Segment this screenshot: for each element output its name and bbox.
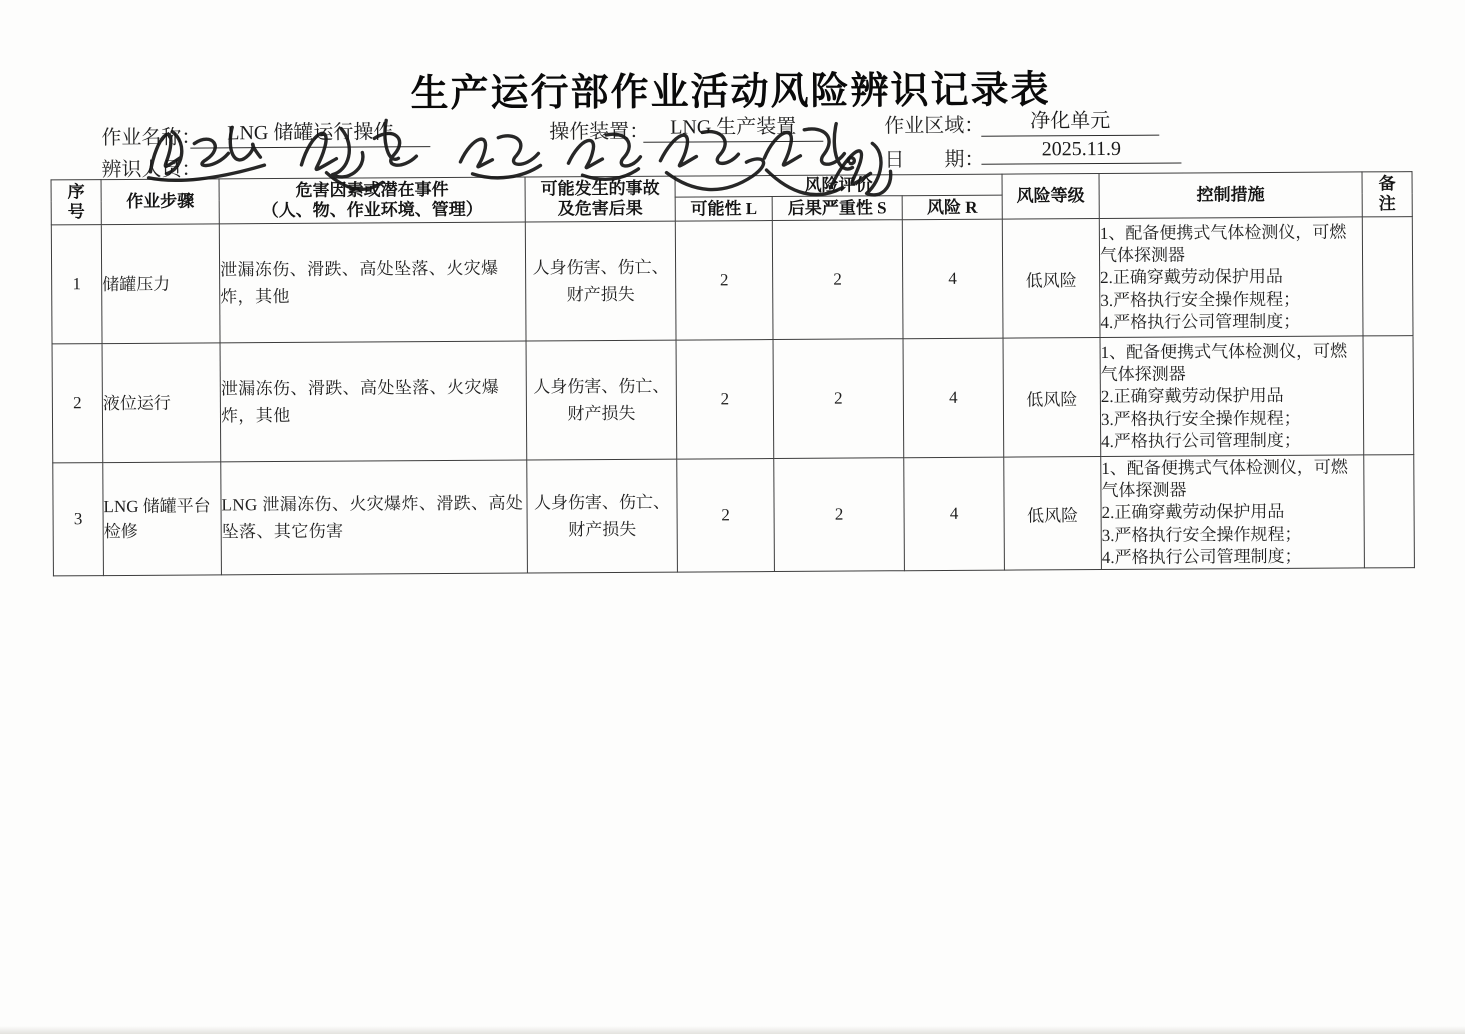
job-name-label: 作业名称：	[101, 126, 202, 150]
header-severity: 后果严重性 S	[772, 196, 902, 221]
area-value: 净化单元	[981, 104, 1159, 137]
measure-line: 4.严格执行公司管理制度；	[1101, 430, 1301, 451]
row-1-remark	[1362, 217, 1413, 336]
identifiers-label: 辨识人员：	[101, 158, 202, 182]
risk-identification-table	[51, 171, 1415, 577]
date-label: 日 期：	[884, 148, 985, 172]
header-step: 作业步骤	[101, 179, 219, 225]
row-2-hazard: 泄漏冻伤、滑跌、高处坠落、火灾爆炸，其他	[220, 341, 527, 462]
row-1-no: 1	[51, 225, 102, 344]
row-2-remark	[1363, 336, 1414, 455]
header-risk: 风险 R	[902, 195, 1002, 220]
row-1-hazard: 泄漏冻伤、滑跌、高处坠落、火灾爆炸，其他	[219, 222, 526, 343]
page-title: 生产运行部作业活动风险辨识记录表	[410, 67, 1051, 116]
date-value: 2025.11.9	[981, 138, 1181, 165]
area-label: 作业区域：	[884, 114, 985, 138]
row-3-accident: 人身伤害、伤亡、财产损失	[527, 459, 678, 573]
table-row	[52, 336, 1414, 463]
handwritten-signatures	[136, 109, 897, 216]
measure-line: 1、配备便携式气体检测仪，可燃气体探测器	[1101, 457, 1348, 500]
header-risk-level: 风险等级	[1002, 174, 1099, 220]
row-3-risk-level: 低风险	[1004, 457, 1102, 571]
device-label: 操作装置：	[549, 120, 650, 144]
measure-line: 2.正确穿戴劳动保护用品	[1101, 502, 1285, 523]
row-2-severity: 2	[773, 339, 904, 459]
header-measures: 控制措施	[1099, 172, 1362, 219]
measure-line: 3.严格执行安全操作规程；	[1100, 289, 1301, 310]
row-1-risk: 4	[902, 219, 1003, 339]
row-3-remark	[1364, 455, 1415, 568]
header-remark: 备 注	[1362, 172, 1412, 218]
measure-line: 1、配备便携式气体检测仪，可燃气体探测器	[1099, 222, 1347, 265]
row-3-likelihood: 2	[677, 459, 775, 573]
measure-line: 1、配备便携式气体检测仪，可燃气体探测器	[1100, 341, 1348, 384]
row-1-measures	[1099, 217, 1363, 338]
table-row	[53, 455, 1415, 576]
row-1-accident: 人身伤害、伤亡、财产损失	[525, 221, 676, 341]
job-name-value: LNG 储罐运行操作	[190, 115, 430, 148]
row-2-step: 液位运行	[102, 343, 221, 463]
row-2-likelihood: 2	[676, 340, 774, 460]
device-value: LNG 生产装置	[643, 110, 823, 143]
row-1-severity: 2	[772, 220, 903, 340]
row-1-step: 储罐压力	[101, 224, 220, 344]
row-2-no: 2	[52, 344, 103, 463]
row-1-risk-level: 低风险	[1002, 219, 1100, 339]
header-likelihood: 可能性 L	[675, 197, 772, 222]
header-accident: 可能发生的事故 及危害后果	[525, 176, 675, 222]
header-no: 序 号	[51, 180, 101, 226]
measure-line: 4.严格执行公司管理制度；	[1100, 311, 1301, 332]
measure-line: 2.正确穿戴劳动保护用品	[1100, 267, 1283, 288]
row-3-no: 3	[53, 463, 104, 576]
header-risk-eval: 风险评价	[675, 174, 1002, 197]
row-3-severity: 2	[774, 458, 905, 572]
measure-line: 3.严格执行安全操作规程；	[1101, 524, 1302, 545]
row-3-hazard: LNG 泄漏冻伤、火灾爆炸、滑跌、高处坠落、其它伤害	[221, 460, 528, 575]
row-2-accident: 人身伤害、伤亡、财产损失	[526, 340, 677, 460]
measure-line: 3.严格执行安全操作规程；	[1100, 408, 1301, 429]
row-3-step: LNG 储罐平台检修	[103, 462, 222, 576]
row-3-risk: 4	[904, 457, 1005, 571]
row-2-risk-level: 低风险	[1003, 338, 1101, 458]
row-2-measures	[1100, 336, 1364, 457]
measure-line: 2.正确穿戴劳动保护用品	[1100, 386, 1284, 407]
row-2-risk: 4	[903, 338, 1004, 458]
row-1-likelihood: 2	[675, 221, 773, 341]
measure-line: 4.严格执行公司管理制度；	[1101, 546, 1302, 567]
header-hazard: 危害因素或潜在事件 （人、物、作业环境、管理）	[219, 177, 525, 224]
row-3-measures	[1101, 455, 1365, 570]
table-row	[51, 217, 1413, 344]
